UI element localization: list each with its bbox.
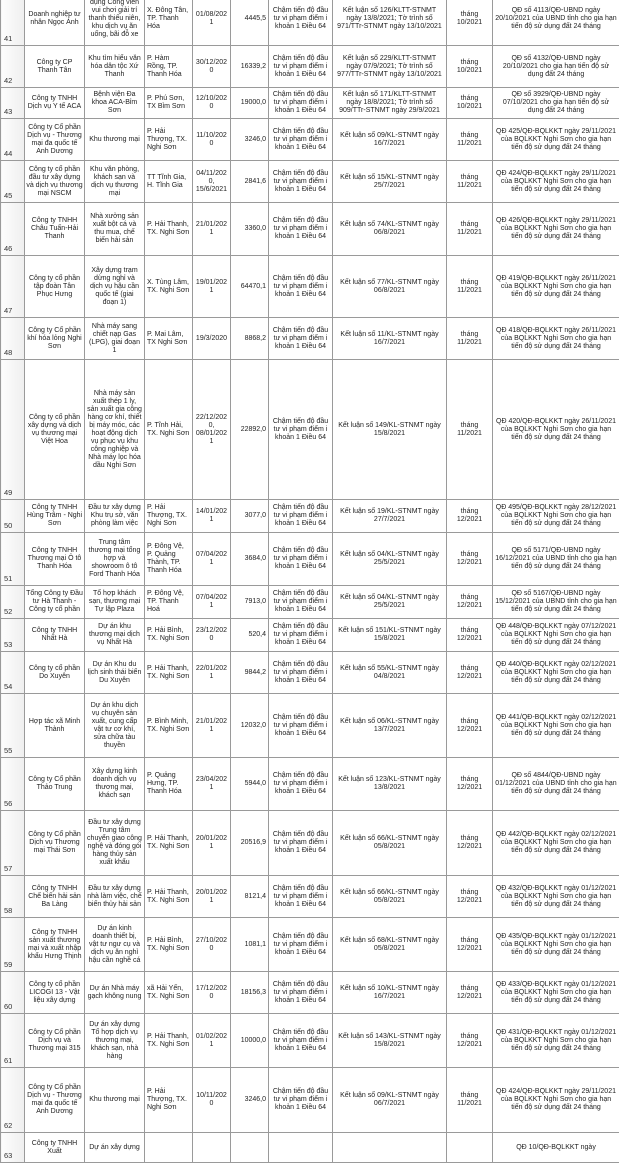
extension-decision: QĐ số 5167/QĐ-UBND ngày 15/12/2021 của UBND tỉnh cho gia hạn tiến độ sử dụng đất 24 tháng (493, 586, 619, 619)
handling-term: tháng 10/2021 (447, 46, 493, 88)
project-location: P. Hải Thanh, TX. Nghi Sơn (145, 203, 193, 256)
inspection-conclusion: Kết luận số 15/KL-STNMT ngày 25/7/2021 (333, 161, 447, 203)
table-row (1, 360, 619, 500)
organization-name: Công ty cổ phần LICOGI 13 - Vật liệu xây dựng (25, 972, 85, 1014)
project-name: Khu thương mại (85, 119, 145, 161)
project-name: Xây dựng kinh doanh dịch vụ thương mại, khách sạn (85, 758, 145, 811)
organization-name: Công ty Cổ phần Dịch vụ - Thương mại đa quốc tế Anh Dương (25, 119, 85, 161)
allocation-date: 23/12/2020 (193, 619, 231, 652)
row-number: 62 (1, 1068, 25, 1133)
land-area: 64470,1 (231, 256, 269, 318)
violation-content: Chậm tiến độ đầu tư vi phạm điểm i khoản 1 Điều 64 (269, 318, 333, 360)
handling-term: tháng 11/2021 (447, 203, 493, 256)
handling-term: tháng 12/2021 (447, 533, 493, 586)
organization-name: Công ty Cổ phần Dịch vụ và Thương mại 315 (25, 1014, 85, 1068)
organization-name: Hợp tác xã Minh Thành (25, 694, 85, 758)
table-row (1, 652, 619, 694)
violation-content: Chậm tiến độ đầu tư vi phạm điểm i khoản 1 Điều 64 (269, 972, 333, 1014)
handling-term: tháng 11/2021 (447, 360, 493, 500)
extension-decision: QĐ 440/QĐ-BQLKKT ngày 02/12/2021 của BQLKKT Nghi Sơn cho gia hạn tiến độ sử dụng đất 24 tháng (493, 652, 619, 694)
handling-term: tháng 12/2021 (447, 500, 493, 533)
project-location: xã Hải Yến, TX. Nghi Sơn (145, 972, 193, 1014)
project-location: P. Hải Bình, TX. Nghi Sơn (145, 619, 193, 652)
inspection-conclusion: Kết luận số 126/KLTT-STNMT ngày 13/8/2021; Tờ trình số 971/TTr-STNMT ngày 13/10/2021 (333, 0, 447, 46)
violation-content: Chậm tiến độ đầu tư vi phạm điểm i khoản 1 Điều 64 (269, 533, 333, 586)
extension-decision: QĐ 435/QĐ-BQLKKT ngày 01/12/2021 của BQLKKT Nghi Sơn cho gia hạn tiến độ sử dụng đất 24 tháng (493, 918, 619, 972)
violation-content: Chậm tiến độ đầu tư vi phạm điểm i khoản 1 Điều 64 (269, 500, 333, 533)
row-number: 45 (1, 161, 25, 203)
table-row (1, 88, 619, 119)
land-area (231, 1133, 269, 1163)
project-location: P. Hải Thanh, TX. Nghi Sơn (145, 652, 193, 694)
inspection-conclusion: Kết luận số 19/KL-STNMT ngày 27/7/2021 (333, 500, 447, 533)
project-location: X. Tùng Lâm, TX. Nghi Sơn (145, 256, 193, 318)
inspection-conclusion: Kết luận số 77/KL-STNMT ngày 06/8/2021 (333, 256, 447, 318)
extension-decision: QĐ số 4113/QĐ-UBND ngày 20/10/2021 của UBND tỉnh cho gia hạn tiến độ sử dụng đất 24 tháng (493, 0, 619, 46)
row-number: 42 (1, 46, 25, 88)
project-name: Dự án xây dựng Tổ hợp dịch vụ thương mại, khách sạn, nhà hàng (85, 1014, 145, 1068)
violation-content: Chậm tiến độ đầu tư vi phạm điểm i khoản 1 Điều 64 (269, 918, 333, 972)
organization-name: Công ty Cổ phần Dịch vụ - Thương mại đa quốc tế Anh Dương (25, 1068, 85, 1133)
extension-decision: QĐ 442/QĐ-BQLKKT ngày 02/12/2021 của BQLKKT Nghi Sơn cho gia hạn tiến độ sử dụng đất 24 tháng (493, 811, 619, 876)
land-area: 3246,0 (231, 1068, 269, 1133)
row-number: 46 (1, 203, 25, 256)
organization-name: Tổng Công ty Đầu tư Hà Thanh - Công ty cổ phần (25, 586, 85, 619)
allocation-date: 20/01/2021 (193, 876, 231, 918)
allocation-date: 19/3/2020 (193, 318, 231, 360)
project-name: Đầu tư xây dựng nhà làm việc, chế biến thủy hải sản (85, 876, 145, 918)
handling-term: tháng 12/2021 (447, 586, 493, 619)
violation-content (269, 1133, 333, 1163)
land-area: 520,4 (231, 619, 269, 652)
extension-decision: QĐ số 5171/QĐ-UBND ngày 16/12/2021 của UBND tỉnh cho gia hạn tiến độ sử dụng đất 24 tháng (493, 533, 619, 586)
table-row (1, 1068, 619, 1133)
violation-content: Chậm tiến độ đầu tư vi phạm điểm i khoản 1 Điều 64 (269, 1068, 333, 1133)
organization-name: Công ty cổ phần tập đoàn Tân Phục Hưng (25, 256, 85, 318)
inspection-conclusion: Kết luận số 123/KL-STNMT ngày 13/8/2021 (333, 758, 447, 811)
allocation-date: 04/11/2020, 15/6/2021 (193, 161, 231, 203)
organization-name: Doanh nghiệp tư nhân Ngọc Ánh (25, 0, 85, 46)
extension-decision: QĐ 426/QĐ-BQLKKT ngày 29/11/2021 của BQLKKT Nghi Sơn cho gia hạn tiến độ sử dụng đất 24 tháng (493, 203, 619, 256)
project-name: Dự án khu thương mại dịch vụ Nhất Hà (85, 619, 145, 652)
organization-name: Công ty TNHH Chế biến hải sản Ba Làng (25, 876, 85, 918)
violation-content: Chậm tiến độ đầu tư vi phạm điểm i khoản 1 Điều 64 (269, 1014, 333, 1068)
allocation-date: 12/10/2020 (193, 88, 231, 119)
table-row (1, 161, 619, 203)
allocation-date: 07/04/2021 (193, 533, 231, 586)
organization-name: Công ty Cổ phần Thảo Trung (25, 758, 85, 811)
handling-term: tháng 12/2021 (447, 876, 493, 918)
extension-decision: QĐ số 4132/QĐ-UBND ngày 20/10/2021 cho gia hạn tiến độ sử dụng đất 24 tháng (493, 46, 619, 88)
allocation-date: 22/01/2021 (193, 652, 231, 694)
table-row (1, 1014, 619, 1068)
row-number: 49 (1, 360, 25, 500)
violation-content: Chậm tiến độ đầu tư vi phạm điểm i khoản 1 Điều 64 (269, 758, 333, 811)
project-location: P. Hàm Rồng, TP. Thanh Hóa (145, 46, 193, 88)
row-number: 48 (1, 318, 25, 360)
inspection-conclusion: Kết luận số 74/KL-STNMT ngày 06/8/2021 (333, 203, 447, 256)
allocation-date: 11/10/2020 (193, 119, 231, 161)
row-number: 63 (1, 1133, 25, 1163)
table-row (1, 119, 619, 161)
allocation-date: 21/01/2021 (193, 694, 231, 758)
violation-content: Chậm tiến độ đầu tư vi phạm điểm i khoản 1 Điều 64 (269, 619, 333, 652)
row-number: 56 (1, 758, 25, 811)
table-row (1, 918, 619, 972)
table-row (1, 694, 619, 758)
land-area: 22892,0 (231, 360, 269, 500)
land-area: 12032,0 (231, 694, 269, 758)
handling-term: tháng 10/2021 (447, 0, 493, 46)
land-area: 3360,0 (231, 203, 269, 256)
inspection-conclusion: Kết luận số 171/KLTT-STNMT ngày 18/8/2021; Tờ trình số 909/TTr-STNMT ngày 29/9/2021 (333, 88, 447, 119)
project-location: P. Hải Bình, TX. Nghi Sơn (145, 918, 193, 972)
project-name: Đầu tư xây dựng Trung tâm chuyển giao công nghệ và đóng gói hàng thủy sản xuất khẩu (85, 811, 145, 876)
handling-term: tháng 11/2021 (447, 318, 493, 360)
violation-content: Chậm tiến độ đầu tư vi phạm điểm i khoản 1 Điều 64 (269, 46, 333, 88)
project-location: TT Tĩnh Gia, H. Tĩnh Gia (145, 161, 193, 203)
organization-name: Công ty TNHH Thương mại Ô tô Thanh Hóa (25, 533, 85, 586)
allocation-date: 23/04/2021 (193, 758, 231, 811)
row-number: 54 (1, 652, 25, 694)
land-area: 10000,0 (231, 1014, 269, 1068)
land-area: 19000,0 (231, 88, 269, 119)
land-area: 4445,5 (231, 0, 269, 46)
land-area: 18156,3 (231, 972, 269, 1014)
project-name: Khu thương mại (85, 1068, 145, 1133)
row-number: 60 (1, 972, 25, 1014)
allocation-date: 30/12/2020 (193, 46, 231, 88)
inspection-conclusion: Kết luận số 151/KL-STNMT ngày 15/8/2021 (333, 619, 447, 652)
row-number: 43 (1, 88, 25, 119)
project-location: P. Đông Vệ, TP. Thanh Hoá (145, 586, 193, 619)
inspection-conclusion: Kết luận số 09/KL-STNMT ngày 06/7/2021 (333, 1068, 447, 1133)
handling-term: tháng 11/2021 (447, 119, 493, 161)
violation-content: Chậm tiến độ đầu tư vi phạm điểm i khoản 1 Điều 64 (269, 876, 333, 918)
handling-term: tháng 12/2021 (447, 1014, 493, 1068)
handling-term: tháng 12/2021 (447, 758, 493, 811)
allocation-date: 01/02/2021 (193, 1014, 231, 1068)
extension-decision: QĐ 431/QĐ-BQLKKT ngày 01/12/2021 của BQLKKT Nghi Sơn cho gia hạn tiến độ sử dụng đất 24 tháng (493, 1014, 619, 1068)
project-name: Dự án xây dựng (85, 1133, 145, 1163)
land-area: 8868,2 (231, 318, 269, 360)
table-row (1, 500, 619, 533)
inspection-conclusion (333, 1133, 447, 1163)
handling-term (447, 1133, 493, 1163)
organization-name: Công ty TNHH Xuất (25, 1133, 85, 1163)
row-number: 41 (1, 0, 25, 46)
violation-content: Chậm tiến độ đầu tư vi phạm điểm i khoản 1 Điều 64 (269, 119, 333, 161)
organization-name: Công ty TNHH Nhất Hà (25, 619, 85, 652)
inspection-conclusion: Kết luận số 66/KL-STNMT ngày 05/8/2021 (333, 876, 447, 918)
table-row (1, 203, 619, 256)
extension-decision: QĐ 419/QĐ-BQLKKT ngày 26/11/2021 của BQLKKT Nghi Sơn cho gia hạn tiến độ sử dụng đất 24 tháng (493, 256, 619, 318)
handling-term: tháng 12/2021 (447, 972, 493, 1014)
violation-content: Chậm tiến độ đầu tư vi phạm điểm i khoản 1 Điều 64 (269, 0, 333, 46)
violation-content: Chậm tiến độ đầu tư vi phạm điểm i khoản 1 Điều 64 (269, 652, 333, 694)
organization-name: Công ty CP Thanh Tân (25, 46, 85, 88)
table-row (1, 256, 619, 318)
extension-decision: QĐ 424/QĐ-BQLKKT ngày 29/11/2021 của BQLKKT Nghi Sơn cho gia hạn tiến độ sử dụng đất 24 tháng (493, 1068, 619, 1133)
allocation-date: 22/12/2020, 08/01/2021 (193, 360, 231, 500)
violation-content: Chậm tiến độ đầu tư vi phạm điểm i khoản 1 Điều 64 (269, 256, 333, 318)
violation-content: Chậm tiến độ đầu tư vi phạm điểm i khoản 1 Điều 64 (269, 586, 333, 619)
extension-decision: QĐ 441/QĐ-BQLKKT ngày 02/12/2021 của BQLKKT Nghi Sơn cho gia hạn tiến độ sử dụng đất 24 tháng (493, 694, 619, 758)
organization-name: Công ty TNHH Châu Tuấn-Hải Thanh (25, 203, 85, 256)
allocation-date: 17/12/2020 (193, 972, 231, 1014)
extension-decision: QĐ số 3929/QĐ-UBND ngày 07/10/2021 cho gia hạn tiến độ sử dụng đất 24 tháng (493, 88, 619, 119)
row-number: 47 (1, 256, 25, 318)
inspection-conclusion: Kết luận số 149/KL-STNMT ngày 15/8/2021 (333, 360, 447, 500)
table-row (1, 619, 619, 652)
project-location: P. Hải Thanh, TX. Nghi Sơn (145, 1014, 193, 1068)
row-number: 61 (1, 1014, 25, 1068)
extension-decision: QĐ 10/QĐ-BQLKKT ngày (493, 1133, 619, 1163)
allocation-date: 27/10/2020 (193, 918, 231, 972)
violation-content: Chậm tiến độ đầu tư vi phạm điểm i khoản 1 Điều 64 (269, 694, 333, 758)
project-name: Dự án khu dịch vụ chuyên sản xuất, cung cấp vật tư cơ khí, sửa chữa tàu thuyền (85, 694, 145, 758)
extension-decision: QĐ 433/QĐ-BQLKKT ngày 01/12/2021 của BQLKKT Nghi Sơn cho gia hạn tiến độ sử dụng đất 24 tháng (493, 972, 619, 1014)
handling-term: tháng 11/2021 (447, 1068, 493, 1133)
inspection-conclusion: Kết luận số 06/KL-STNMT ngày 13/7/2021 (333, 694, 447, 758)
project-location: P. Hải Thanh, TX. Nghi Sơn (145, 876, 193, 918)
allocation-date: 14/01/2021 (193, 500, 231, 533)
project-name: Trung tâm thương mại tổng hợp và showroom ô tô Ford Thanh Hóa (85, 533, 145, 586)
row-number: 55 (1, 694, 25, 758)
land-area: 5944,0 (231, 758, 269, 811)
land-area: 9844,2 (231, 652, 269, 694)
inspection-conclusion: Kết luận số 10/KL-STNMT ngày 16/7/2021 (333, 972, 447, 1014)
land-area: 3246,0 (231, 119, 269, 161)
allocation-date: 20/01/2021 (193, 811, 231, 876)
violation-content: Chậm tiến độ đầu tư vi phạm điểm i khoản 1 Điều 64 (269, 88, 333, 119)
project-name: dụng Công viên vui chơi giải trí thanh thiếu niên, khu dịch vụ ăn uống, bãi đỗ xe (85, 0, 145, 46)
table-row (1, 586, 619, 619)
extension-decision: QĐ 425/QĐ-BQLKKT ngày 29/11/2021 của BQLKKT Nghi Sơn cho gia hạn tiến độ sử dụng đất 24 tháng (493, 119, 619, 161)
table-row (1, 876, 619, 918)
land-area: 2841,6 (231, 161, 269, 203)
land-area: 3077,0 (231, 500, 269, 533)
organization-name: Công ty cổ phần Do Xuyên (25, 652, 85, 694)
inspection-conclusion: Kết luận số 143/KL-STNMT ngày 15/8/2021 (333, 1014, 447, 1068)
project-name: Dự án Khu du lịch sinh thái biển Du Xuyên (85, 652, 145, 694)
project-location: P. Quảng Hưng, TP. Thanh Hóa (145, 758, 193, 811)
project-name: Dự án Nhà máy gạch không nung (85, 972, 145, 1014)
project-location: P. Bình Minh, TX. Nghi Sơn (145, 694, 193, 758)
project-name: Dự án kinh doanh thiết bị, vật tư ngư cụ và dịch vụ ăn nghỉ hậu cần nghề cá (85, 918, 145, 972)
table-row (1, 533, 619, 586)
table-row (1, 972, 619, 1014)
handling-term: tháng 12/2021 (447, 619, 493, 652)
violation-content: Chậm tiến độ đầu tư vi phạm điểm i khoản 1 Điều 64 (269, 203, 333, 256)
project-location: P. Hải Thượng, TX. Nghi Sơn (145, 1068, 193, 1133)
extension-decision: QĐ 420/QĐ-BQLKKT ngày 26/11/2021 của BQLKKT Nghi Sơn cho gia hạn tiến độ sử dụng đất 24 tháng (493, 360, 619, 500)
project-location: P. Mai Lâm, TX Nghi Sơn (145, 318, 193, 360)
project-location: P. Hải Thượng, TX. Nghi Sơn (145, 119, 193, 161)
project-location: P. Đông Vệ, P. Quảng Thành, TP. Thanh Hóa (145, 533, 193, 586)
violation-content: Chậm tiến độ đầu tư vi phạm điểm i khoản 1 Điều 64 (269, 161, 333, 203)
project-name: Nhà máy sang chiết nạp Gas (LPG), giai đoạn 1 (85, 318, 145, 360)
handling-term: tháng 11/2021 (447, 161, 493, 203)
row-number: 57 (1, 811, 25, 876)
table-row (1, 811, 619, 876)
inspection-conclusion: Kết luận số 09/KL-STNMT ngày 16/7/2021 (333, 119, 447, 161)
allocation-date: 19/01/2021 (193, 256, 231, 318)
table-row (1, 46, 619, 88)
inspection-conclusion: Kết luận số 68/KL-STNMT ngày 05/8/2021 (333, 918, 447, 972)
row-number: 59 (1, 918, 25, 972)
project-location: P. Hải Thanh, TX. Nghi Sơn (145, 811, 193, 876)
allocation-date (193, 1133, 231, 1163)
row-number: 53 (1, 619, 25, 652)
allocation-date: 21/01/2021 (193, 203, 231, 256)
inspection-conclusion: Kết luận số 11/KL-STNMT ngày 16/7/2021 (333, 318, 447, 360)
land-area: 8121,4 (231, 876, 269, 918)
table-row (1, 318, 619, 360)
handling-term: tháng 12/2021 (447, 918, 493, 972)
extension-decision: QĐ 418/QĐ-BQLKKT ngày 26/11/2021 của BQLKKT Nghi Sơn cho gia hạn tiến độ sử dụng đất 24 tháng (493, 318, 619, 360)
row-number: 50 (1, 500, 25, 533)
project-name: Xây dựng trạm dừng nghỉ và dịch vụ hậu cần quốc tế (giai đoạn 1) (85, 256, 145, 318)
extension-decision: QĐ 432/QĐ-BQLKKT ngày 01/12/2021 của BQLKKT Nghi Sơn cho gia hạn tiến độ sử dụng đất 24 tháng (493, 876, 619, 918)
extension-decision: QĐ 424/QĐ-BQLKKT ngày 29/11/2021 của BQLKKT Nghi Sơn cho gia hạn tiến độ sử dụng đất 24 tháng (493, 161, 619, 203)
allocation-date: 01/08/2021 (193, 0, 231, 46)
project-name: Tổ hợp khách sạn, thương mại Tự lập Plaza (85, 586, 145, 619)
project-name: Đầu tư xây dựng Khu trụ sở, văn phòng làm việc (85, 500, 145, 533)
organization-name: Công ty TNHH Dịch vụ Y tế ACA (25, 88, 85, 119)
table-row (1, 1133, 619, 1163)
land-area: 7913,0 (231, 586, 269, 619)
project-name: Nhà xưởng sản xuất bột cá và thu mua, chế biến hải sản (85, 203, 145, 256)
project-name: Nhà máy sản xuất thép 1 ly, sản xuất gia công hàng cơ khí, thiết bị máy móc, các hoạt động dịch vụ phục vụ khu công nghiệp và Nhà máy lọc hóa dầu Nghi Sơn (85, 360, 145, 500)
extension-decision: QĐ số 4844/QĐ-UBND ngày 01/12/2021 của UBND tỉnh cho gia hạn tiến độ sử dụng đất 24 tháng (493, 758, 619, 811)
inspection-conclusion: Kết luận số 66/KL-STNMT ngày 05/8/2021 (333, 811, 447, 876)
table-row (1, 0, 619, 46)
inspection-conclusion: Kết luận số 55/KL-STNMT ngày 04/8/2021 (333, 652, 447, 694)
handling-term: tháng 11/2021 (447, 256, 493, 318)
allocation-date: 07/04/2021 (193, 586, 231, 619)
inspection-conclusion: Kết luận số 04/KL-STNMT ngày 25/5/2021 (333, 533, 447, 586)
extension-decision: QĐ 495/QĐ-BQLKKT ngày 28/12/2021 của BQLKKT Nghi Sơn cho gia hạn tiến độ sử dụng đất 24 tháng (493, 500, 619, 533)
organization-name: Công ty cổ phần đầu tư xây dựng và dịch vụ thương mại NSCM (25, 161, 85, 203)
project-name: Khu tìm hiểu văn hóa dân tộc Xứ Thanh (85, 46, 145, 88)
organization-name: Công ty TNHH sản xuất thương mại và xuất nhập khẩu Hưng Thịnh (25, 918, 85, 972)
inspection-conclusion: Kết luận số 04/KL-STNMT ngày 25/5/2021 (333, 586, 447, 619)
extension-decision: QĐ 448/QĐ-BQLKKT ngày 07/12/2021 của BQLKKT Nghi Sơn cho gia hạn tiến độ sử dụng đất 24 tháng (493, 619, 619, 652)
project-name: Khu văn phòng, khách sạn và dịch vụ thương mại (85, 161, 145, 203)
land-area: 3684,0 (231, 533, 269, 586)
land-area: 1081,1 (231, 918, 269, 972)
project-location (145, 1133, 193, 1163)
project-location: P. Phú Sơn, TX Bỉm Sơn (145, 88, 193, 119)
violation-content: Chậm tiến độ đầu tư vi phạm điểm i khoản 1 Điều 64 (269, 360, 333, 500)
organization-name: Công ty Cổ phần Dịch vụ Thương mại Thái Sơn (25, 811, 85, 876)
inspection-conclusion: Kết luận số 229/KLTT-STNMT ngày 07/9/2021; Tờ trình số 977/TTr-STNMT ngày 13/10/2021 (333, 46, 447, 88)
handling-term: tháng 12/2021 (447, 652, 493, 694)
project-location: P. Hải Thượng, TX. Nghi Sơn (145, 500, 193, 533)
organization-name: Công ty cổ phần xây dựng và dịch vụ thương mại Việt Hoa (25, 360, 85, 500)
project-location: P. Tĩnh Hải, TX. Nghi Sơn (145, 360, 193, 500)
land-area: 20516,9 (231, 811, 269, 876)
land-area: 16339,2 (231, 46, 269, 88)
organization-name: Công ty Cổ phần khí hóa lỏng Nghi Sơn (25, 318, 85, 360)
allocation-date: 10/11/2020 (193, 1068, 231, 1133)
project-name: Bệnh viện Đa khoa ACA-Bỉm Sơn (85, 88, 145, 119)
handling-term: tháng 12/2021 (447, 811, 493, 876)
handling-term: tháng 10/2021 (447, 88, 493, 119)
table-row (1, 758, 619, 811)
row-number: 51 (1, 533, 25, 586)
row-number: 44 (1, 119, 25, 161)
row-number: 52 (1, 586, 25, 619)
violation-content: Chậm tiến độ đầu tư vi phạm điểm i khoản 1 Điều 64 (269, 811, 333, 876)
project-location: X. Đông Tân, TP. Thanh Hóa (145, 0, 193, 46)
handling-term: tháng 12/2021 (447, 694, 493, 758)
organization-name: Công ty TNHH Hùng Trâm - Nghi Sơn (25, 500, 85, 533)
row-number: 58 (1, 876, 25, 918)
